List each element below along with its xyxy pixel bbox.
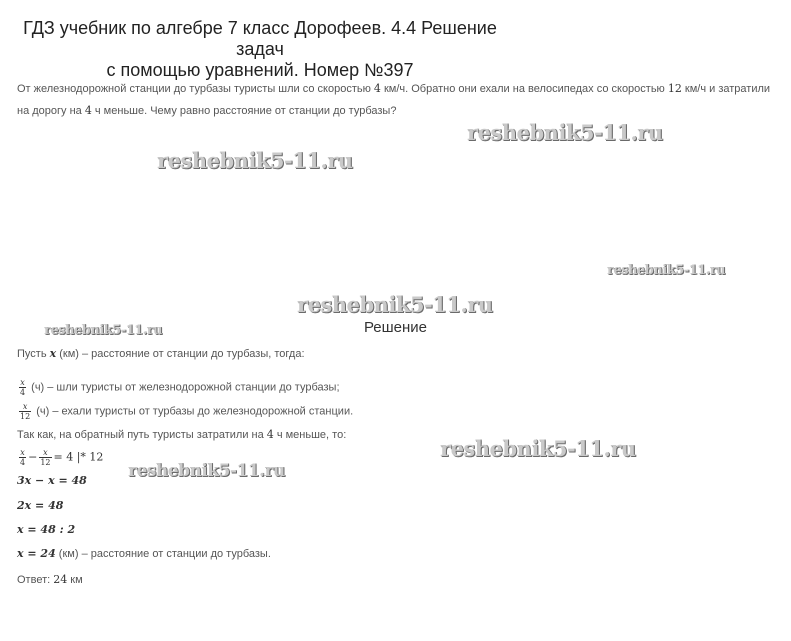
solution-line-2 bbox=[17, 378, 340, 397]
fraction-numerator: x bbox=[19, 402, 31, 412]
task-part-2: км/ч. Обратно они ехали на велосипедах со скоростью bbox=[380, 83, 668, 95]
fraction-x-over-4 bbox=[19, 378, 26, 397]
watermark-5: reshebnik5-11.ru bbox=[44, 323, 163, 338]
equation-1-rest: = 4 |* 12 bbox=[53, 450, 104, 464]
solution-line-3-text: (ч) – ехали туристы от турбазы до железнодорожной станции. bbox=[33, 405, 354, 418]
task-speed-walk: 4 bbox=[373, 82, 381, 95]
equation-1 bbox=[17, 448, 103, 467]
fraction-x-over-12 bbox=[19, 402, 31, 421]
solution-line-4 bbox=[17, 428, 346, 441]
solution-line-1-text-b: (км) – расстояние от станции до турбазы, тогда: bbox=[56, 348, 305, 360]
watermark-4: reshebnik5-11.ru bbox=[297, 292, 493, 317]
solution-line-1 bbox=[17, 347, 305, 360]
watermark-1: reshebnik5-11.ru bbox=[467, 120, 663, 145]
task-part-4: ч меньше. Чему равно расстояние от станции до турбазы? bbox=[91, 105, 397, 117]
watermark-6: reshebnik5-11.ru bbox=[440, 436, 636, 461]
equation-5 bbox=[17, 547, 271, 560]
page-title-line-2: с помощью уравнений. Номер №397 bbox=[106, 60, 414, 80]
solution-line-3 bbox=[17, 402, 353, 421]
fraction-denominator: 4 bbox=[20, 388, 26, 397]
answer-value: 24 bbox=[53, 573, 68, 586]
watermark-7: reshebnik5-11.ru bbox=[128, 461, 285, 481]
equation-3 bbox=[17, 499, 63, 512]
minus-sign: − bbox=[28, 450, 38, 464]
fraction-numerator: x bbox=[39, 448, 51, 458]
fraction-numerator: x bbox=[20, 448, 25, 457]
solution-heading: Решение bbox=[363, 319, 428, 336]
task-hours-less: 4 bbox=[84, 104, 92, 117]
fraction-numerator: x bbox=[20, 378, 25, 387]
watermark-2: reshebnik5-11.ru bbox=[157, 148, 353, 173]
equation-2-text: 3x − x = 48 bbox=[17, 474, 87, 487]
fraction-denominator: 4 bbox=[20, 458, 26, 467]
variable-x: x bbox=[49, 347, 57, 360]
watermark-3: reshebnik5-11.ru bbox=[607, 263, 726, 278]
solution-line-4-text-b: ч меньше, то: bbox=[273, 429, 347, 441]
solution-line-2-text: (ч) – шли туристы от железнодорожной станции до турбазы; bbox=[28, 381, 340, 394]
answer-unit: км bbox=[67, 574, 83, 586]
equation-4-text: x = 48 : 2 bbox=[17, 523, 76, 536]
task-part-1: От железнодорожной станции до турбазы туристы шли со скоростью bbox=[17, 83, 374, 95]
equation-2 bbox=[17, 474, 87, 487]
answer-label: Ответ: bbox=[17, 574, 54, 586]
task-part-3: км/ч и затратили на дорогу на bbox=[17, 83, 771, 117]
fraction-x-over-4 bbox=[19, 448, 26, 467]
page-title-line-1: ГДЗ учебник по алгебре 7 класс Дорофеев. 4.4 Решение задач bbox=[23, 18, 497, 59]
page-title bbox=[0, 18, 520, 81]
equation-5-text: x = 24 bbox=[17, 547, 56, 560]
task-speed-bike: 12 bbox=[667, 82, 682, 95]
fraction-denominator: 12 bbox=[40, 458, 51, 467]
task-text bbox=[17, 78, 777, 122]
solution-line-4-text-a: Так как, на обратный путь туристы затратили на bbox=[17, 429, 267, 441]
fraction-denominator: 12 bbox=[20, 412, 31, 421]
fraction-x-over-12 bbox=[39, 448, 51, 467]
equation-3-text: 2x = 48 bbox=[17, 499, 64, 512]
equation-5-description: (км) – расстояние от станции до турбазы. bbox=[55, 548, 271, 560]
answer-line bbox=[17, 573, 83, 586]
hours-less-value: 4 bbox=[266, 428, 274, 441]
equation-4 bbox=[17, 523, 75, 536]
solution-line-1-text-a: Пусть bbox=[17, 348, 50, 360]
